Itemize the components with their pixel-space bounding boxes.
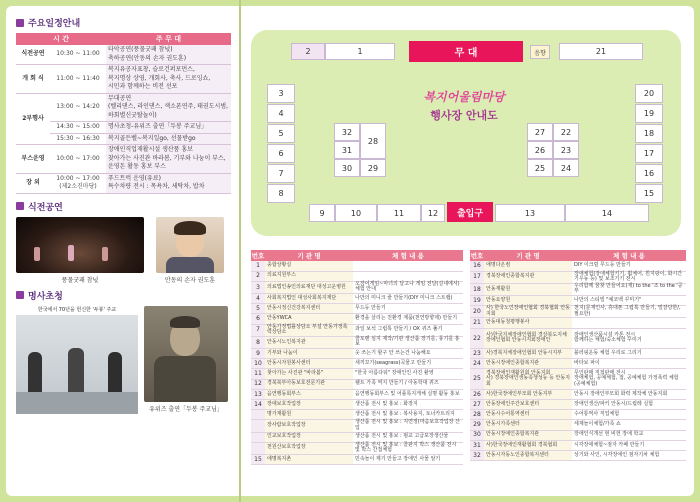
list-head-org: 기 관 명 xyxy=(484,250,572,261)
list-activity: 장애체험(장애체험키기, 휠체어, 흰지팡이, 화시간기우동 등) 및 보조기기 전시 xyxy=(572,271,686,283)
booth-7: 7 xyxy=(267,164,295,183)
list-number: 32 xyxy=(470,450,484,460)
schedule-content: 무대공연 (벨리댄스, 라인댄스, 색소폰연주, 태권도시범, 하회별신굿탈놀이) xyxy=(106,93,231,122)
list-item xyxy=(470,430,686,440)
entrance-label: 출입구 xyxy=(447,202,493,222)
list-item xyxy=(251,271,463,281)
list-org: 사)한국장애인부모회 안동지부 xyxy=(484,389,572,399)
list-number: 5 xyxy=(251,304,265,314)
list-activity xyxy=(353,271,463,281)
booth-26: 26 xyxy=(527,141,553,159)
list-org: 안동재활원 xyxy=(484,283,572,295)
schedule-label: 2부행사 xyxy=(16,93,50,145)
schedule-content: 푸드트럭 운영(유료) 특수차량 전시 : 목욕차, 세탁차, 밥차 xyxy=(106,173,231,193)
list-item xyxy=(470,318,686,328)
booth-16: 16 xyxy=(635,164,663,183)
list-activity: 생산품 전시 및 홍보 : 골판지 박스 생산품 전시 및 박스 간접체험 xyxy=(353,442,463,454)
booth-5: 5 xyxy=(267,124,295,143)
list-org: 사)경북지체장애인협회 안동시지부 xyxy=(484,349,572,359)
list-head-org: 기 관 명 xyxy=(265,250,353,261)
list-item xyxy=(470,450,686,460)
list-activity: 안동시 장애인부모회 화력 제작체 안동지회 xyxy=(572,389,686,399)
list-org: 의료법인송인의료재단 대성고운병원 xyxy=(265,281,353,293)
list-item xyxy=(470,369,686,389)
list-activity: 과일 보석 그립톡 만들기 / OX 퀴즈 풀기 xyxy=(353,324,463,336)
list-item xyxy=(251,349,463,359)
list-activity: 장애인생산품시설 카톤 전시 함께하는 체험/숙소체험 꾸미기 xyxy=(572,328,686,348)
list-number: 6 xyxy=(251,314,265,324)
documentary-banner: 한국에서 70년을 헌신한 '두봉' 주교 xyxy=(16,306,138,315)
list-item xyxy=(251,379,463,389)
list-activity: 우리함께 꿈찾 만들어요(재) to the '조 to the '공부 xyxy=(572,283,686,295)
list-number: 14 xyxy=(251,399,265,409)
list-activity: 쿨토랜 심지 제작/기관 생산품 장기를, 풍기를 홍보 xyxy=(353,336,463,348)
list-org: 안동시자동노인종합복지센터 xyxy=(484,450,572,460)
list-org: 안동요양원 xyxy=(484,296,572,306)
list-org: 종합상황실 xyxy=(265,261,353,271)
schedule-label: 장 외 xyxy=(16,173,50,193)
list-item xyxy=(251,314,463,324)
list-org: 경북장애인재활원회 안동지회 사) 경북장애인생동족생성등 등 안동지회 xyxy=(484,369,572,389)
list-org: 안동시정신건강복지센터 xyxy=(265,304,353,314)
schedule-time: 15:30 ~ 16:30 xyxy=(50,133,106,145)
list-number: 20 xyxy=(470,306,484,318)
schedule-time: 10:00 ~ 17:00 (제2소진마당) xyxy=(50,173,106,193)
list-activity: 민속놀이 제기 만들고 장애인 사물 알기 xyxy=(353,454,463,464)
list-org: 인교보호작업장 xyxy=(265,432,353,442)
list-activity: 블러핑운동 체험 우리로 그리기 xyxy=(572,349,686,359)
booth-1: 1 xyxy=(325,43,395,60)
booth-3: 3 xyxy=(267,84,295,103)
booth-4: 4 xyxy=(267,104,295,123)
list-item xyxy=(470,359,686,369)
list-head-no: 번호 xyxy=(251,252,265,260)
booth-24: 24 xyxy=(553,159,579,177)
booth-32: 32 xyxy=(334,123,360,141)
booth-28: 28 xyxy=(360,123,386,159)
list-number: 26 xyxy=(470,389,484,399)
schedule-content: 명사초청-유위즈 출연「두봉 주교님」 xyxy=(106,122,231,134)
list-org: 애명다온컴 xyxy=(484,261,572,271)
schedule-row xyxy=(16,173,231,193)
list-item xyxy=(251,304,463,314)
schedule-label: 식전공연 xyxy=(16,45,50,65)
list-org: 안동시가족센터 xyxy=(484,420,572,430)
list-org: 사회복지법인 대성사회복지재단 xyxy=(265,294,353,304)
list-org: 사) 한국노인장애인협회 경북협회 안동지회 xyxy=(486,305,571,317)
schedule-content: 장애인직업재활시설 생산품 홍보 찾아가는 사진관 바라봄, 기부와 나눔이 부스, 운영돈 활동 홍보 부스 xyxy=(106,145,231,174)
list-activity: 나만의 스티빌 "예코백 꾸미기" xyxy=(572,296,686,306)
list-item xyxy=(470,328,686,348)
list-org: 사)한국장애인재활협회 경북협회 xyxy=(484,440,572,450)
opening-caption-1: 풍물굿패 참넋 xyxy=(61,276,99,284)
list-activity: 상기와 사인, 시각장애인 점자기차 체험 xyxy=(572,450,686,460)
list-number: 2 xyxy=(251,271,265,281)
list-activity: 음연행동회부스 및 어플록지게체 실명 활동 홍보 xyxy=(353,389,463,399)
schedule-content: 복지유공자표창, 슬로건퍼포먼스, 복지명상 상영, 개회사, 축사, 드로잉쇼, 시민과 함께하는 비전 선포 xyxy=(106,65,231,94)
list-org: 안동대동청평행봉사 xyxy=(484,318,572,328)
list-item xyxy=(470,283,686,295)
schedule-time: 10:00 ~ 17:00 xyxy=(50,145,106,174)
list-number xyxy=(251,410,265,420)
list-number: 12 xyxy=(251,379,265,389)
schedule-label: 부스운영 xyxy=(16,145,50,174)
list-item xyxy=(470,271,686,283)
list-number: 21 xyxy=(470,318,484,328)
list-number: 16 xyxy=(470,261,484,271)
list-org: 찾아가는 사진관 "바라봄" xyxy=(265,369,353,379)
list-activity: 세계놀이체험/가족 쇼 xyxy=(572,420,686,430)
list-activity xyxy=(353,261,463,271)
list-number: 18 xyxy=(470,283,484,295)
opening-caption-2: 안동의 손자 권도훈 xyxy=(164,276,216,284)
schedule-head-stage: 주 무 대 xyxy=(106,33,231,45)
schedule-content: 복지골든벨~복지일go, 선물받go xyxy=(106,133,231,145)
list-org: 안동시수어통역센터 xyxy=(484,410,572,420)
list-activity: 나만의 미니크 줄 만들기(DIY 미니크 스트랩) xyxy=(353,294,463,304)
list-org: 의료지원부스 xyxy=(265,271,353,281)
list-item xyxy=(470,389,686,399)
list-item xyxy=(251,261,463,271)
list-number: 13 xyxy=(251,389,265,399)
list-activity: 수어통역사 직업체험 xyxy=(572,410,686,420)
section-bullet-icon xyxy=(16,202,24,210)
list-org: 천원산보호작업장 xyxy=(265,442,353,454)
stage-label: 무 대 xyxy=(409,41,523,62)
right-page xyxy=(241,6,694,496)
bishop-portrait-photo xyxy=(144,306,228,402)
list-activity: 천지(문재인사, 휴대폰 그립톡 만들기, 밀잘당한/, 필요한) xyxy=(572,306,686,318)
list-number: 10 xyxy=(251,359,265,369)
booth-21: 21 xyxy=(559,43,643,60)
booth-2: 2 xyxy=(291,43,325,60)
booth-23: 23 xyxy=(553,141,579,159)
list-number: 7 xyxy=(251,324,265,336)
opening-performance-photo xyxy=(16,217,144,273)
list-item xyxy=(251,432,463,442)
list-number: 22 xyxy=(470,328,484,348)
list-org: 장애보호작업장 xyxy=(265,399,353,409)
list-org: 안동시자원봉사센터 xyxy=(265,359,353,369)
booth-6: 6 xyxy=(267,144,295,163)
venue-map xyxy=(251,30,681,236)
list-head-activity: 체 험 내 용 xyxy=(353,250,463,261)
list-number: 27 xyxy=(470,399,484,409)
list-item xyxy=(251,369,463,379)
list-activity: 오장어게임~마녀의 달고나 게임 전달(실내에서)체험 안내 xyxy=(353,281,463,293)
list-org: 안동장애인주간보호센터 xyxy=(484,399,572,409)
list-item xyxy=(470,399,686,409)
list-activity: 무인판매 직접판매 전시 장애체험, 공예체험, 접, 공예체험 가정폭력 체험 (공예체험) xyxy=(572,369,686,389)
list-org: 사)한국지체장애인협회 경상북도지체장애인협회 안동시지회장애인 xyxy=(484,328,572,348)
booth-8: 8 xyxy=(267,184,295,203)
list-org: 경북북부아동보호전문기관 xyxy=(265,379,353,389)
list-number: 11 xyxy=(251,369,265,379)
schedule-head-time: 시 간 xyxy=(16,33,106,45)
list-org: 경북장애인종합복지관 xyxy=(484,271,572,283)
list-org: 안동시노인복지관 xyxy=(265,336,353,348)
booth-11: 11 xyxy=(377,204,421,222)
list-item xyxy=(251,336,463,348)
left-page xyxy=(6,6,239,496)
list-org: 음연행동회부스 xyxy=(265,389,353,399)
list-item xyxy=(251,281,463,293)
list-number xyxy=(251,432,265,442)
list-head-activity: 체 험 내 용 xyxy=(572,250,686,261)
list-activity: 웰트 가족 역지 만들기 / 아동학대 퀴즈 xyxy=(353,379,463,389)
list-number xyxy=(251,420,265,432)
guest-heading: 명사초청 xyxy=(16,289,231,302)
booth-14: 14 xyxy=(565,204,649,222)
booth-29: 29 xyxy=(360,159,386,177)
opening-heading: 식전공연 xyxy=(16,200,231,213)
list-number: 3 xyxy=(251,281,265,293)
schedule-row xyxy=(16,93,231,122)
schedule-content: 타악공연(풍물굿패 참넋) 축하공연(안동의 손자 권도훈) xyxy=(106,45,231,65)
list-activity: 장애인생산/파키 안동시/드립레 실험 xyxy=(572,399,686,409)
booth-19: 19 xyxy=(635,104,663,123)
list-org: 애명복지촌 xyxy=(265,454,353,464)
schedule-heading: 주요일정안내 xyxy=(16,16,231,29)
singer-photo xyxy=(156,217,224,273)
list-item xyxy=(251,420,463,432)
list-item xyxy=(470,306,686,318)
list-activity: 웃 쓰는기 할구 안 쓰는건 나눔해요 xyxy=(353,349,463,359)
section-bullet-icon xyxy=(16,291,24,299)
list-org: 안동가정법률상담소 부설 안동가정폭력상담소 xyxy=(265,324,353,336)
booth-17: 17 xyxy=(635,144,663,163)
list-item xyxy=(251,324,463,336)
booth-13: 13 xyxy=(495,204,565,222)
booth-12: 12 xyxy=(421,204,445,222)
list-org: 안동시장애인종합복지관 xyxy=(484,359,572,369)
list-item xyxy=(251,399,463,409)
list-number: 8 xyxy=(251,336,265,348)
schedule-time: 13:00 ~ 14:20 xyxy=(50,93,106,122)
list-item xyxy=(470,440,686,450)
list-number: 25 xyxy=(470,369,484,389)
schedule-row xyxy=(16,45,231,65)
documentary-still-photo xyxy=(16,306,138,414)
schedule-time: 10:30 ~ 11:00 xyxy=(50,45,106,65)
list-item xyxy=(470,261,686,271)
opening-photos xyxy=(16,217,231,287)
list-item xyxy=(251,389,463,399)
list-activity: 생산품 전시 및 홍보 : 펌교 고급포장생산물 xyxy=(353,432,463,442)
guest-caption: 유위즈 출연「두봉 주교님」 xyxy=(149,405,223,413)
list-item xyxy=(251,359,463,369)
list-org: 명가재활원 xyxy=(265,410,353,420)
list-item xyxy=(251,454,463,464)
list-number: 4 xyxy=(251,294,265,304)
guest-photos xyxy=(16,306,231,416)
list-org: 기부와 나눔이 xyxy=(265,349,353,359)
list-activity: 무드등 만들기 xyxy=(353,304,463,314)
list-activity: 바타보 파이 xyxy=(572,359,686,369)
schedule-label: 개 회 식 xyxy=(16,65,50,94)
booth-18: 18 xyxy=(635,124,663,143)
list-activity: "한국 아름다워" 장애인인 사진 촬영 xyxy=(353,369,463,379)
list-number: 28 xyxy=(470,410,484,420)
list-number: 17 xyxy=(470,271,484,283)
schedule-row xyxy=(16,65,231,94)
list-number: 30 xyxy=(470,430,484,440)
list-item xyxy=(251,294,463,304)
list-activity: 생산품 전시 및 홍보 : 화장지 xyxy=(353,399,463,409)
list-number: 9 xyxy=(251,349,265,359)
list-number: 31 xyxy=(470,440,484,450)
list-activity: 새끼꼬기(seagrass)곡물고 만들기 xyxy=(353,359,463,369)
section-bullet-icon xyxy=(16,19,24,27)
list-item xyxy=(470,410,686,420)
booth-10: 10 xyxy=(335,204,377,222)
booth-list-left xyxy=(251,250,463,465)
list-number: 23 xyxy=(470,349,484,359)
map-title: 행사장 안내도 xyxy=(430,109,498,122)
list-item xyxy=(251,442,463,454)
schedule-time: 14:30 ~ 15:00 xyxy=(50,122,106,134)
booth-9: 9 xyxy=(309,204,335,222)
booth-30: 30 xyxy=(334,159,360,177)
list-number: 15 xyxy=(251,454,265,464)
list-activity: DIY 이크릴 무드등 만들기 xyxy=(572,261,686,271)
list-number: 1 xyxy=(251,261,265,271)
schedule-table xyxy=(16,33,231,194)
list-activity xyxy=(572,318,686,328)
booth-15: 15 xyxy=(635,184,663,203)
booth-20: 20 xyxy=(635,84,663,103)
list-activity: 생산품 전시 및 홍보 : 복사용지, 토너카트리지 xyxy=(353,410,463,420)
list-number: 24 xyxy=(470,359,484,369)
sound-booth: 음향 xyxy=(530,45,550,59)
list-number: 19 xyxy=(470,296,484,306)
booth-22: 22 xyxy=(553,123,579,141)
list-number: 29 xyxy=(470,420,484,430)
list-item xyxy=(470,420,686,430)
list-head-no: 번호 xyxy=(470,252,484,260)
list-number xyxy=(251,442,265,454)
list-activity: 시각장애체험~점자 카페 만들기 xyxy=(572,440,686,450)
list-activity: 장애인식개선 현 비헌 장애 학교 xyxy=(572,430,686,440)
list-activity: 생산품 전시 및 홍보 : 지연정(마음보호작업장 산업 xyxy=(353,420,463,432)
festival-title: 복지어울림마당 xyxy=(423,90,505,104)
list-org: 안동YWCA xyxy=(265,314,353,324)
booth-27: 27 xyxy=(527,123,553,141)
schedule-row xyxy=(16,145,231,174)
list-activity: 환경을 살리는 친환경 제품(천연방향제) 만들기 xyxy=(353,314,463,324)
booth-31: 31 xyxy=(334,141,360,159)
list-item xyxy=(470,349,686,359)
list-org: 장사람보호작업장 xyxy=(265,420,353,432)
booth-list-right xyxy=(470,250,686,461)
schedule-time: 11:00 ~ 11:40 xyxy=(50,65,106,94)
list-org: 안동시장애인종합복지관 xyxy=(484,430,572,440)
booth-25: 25 xyxy=(527,159,553,177)
